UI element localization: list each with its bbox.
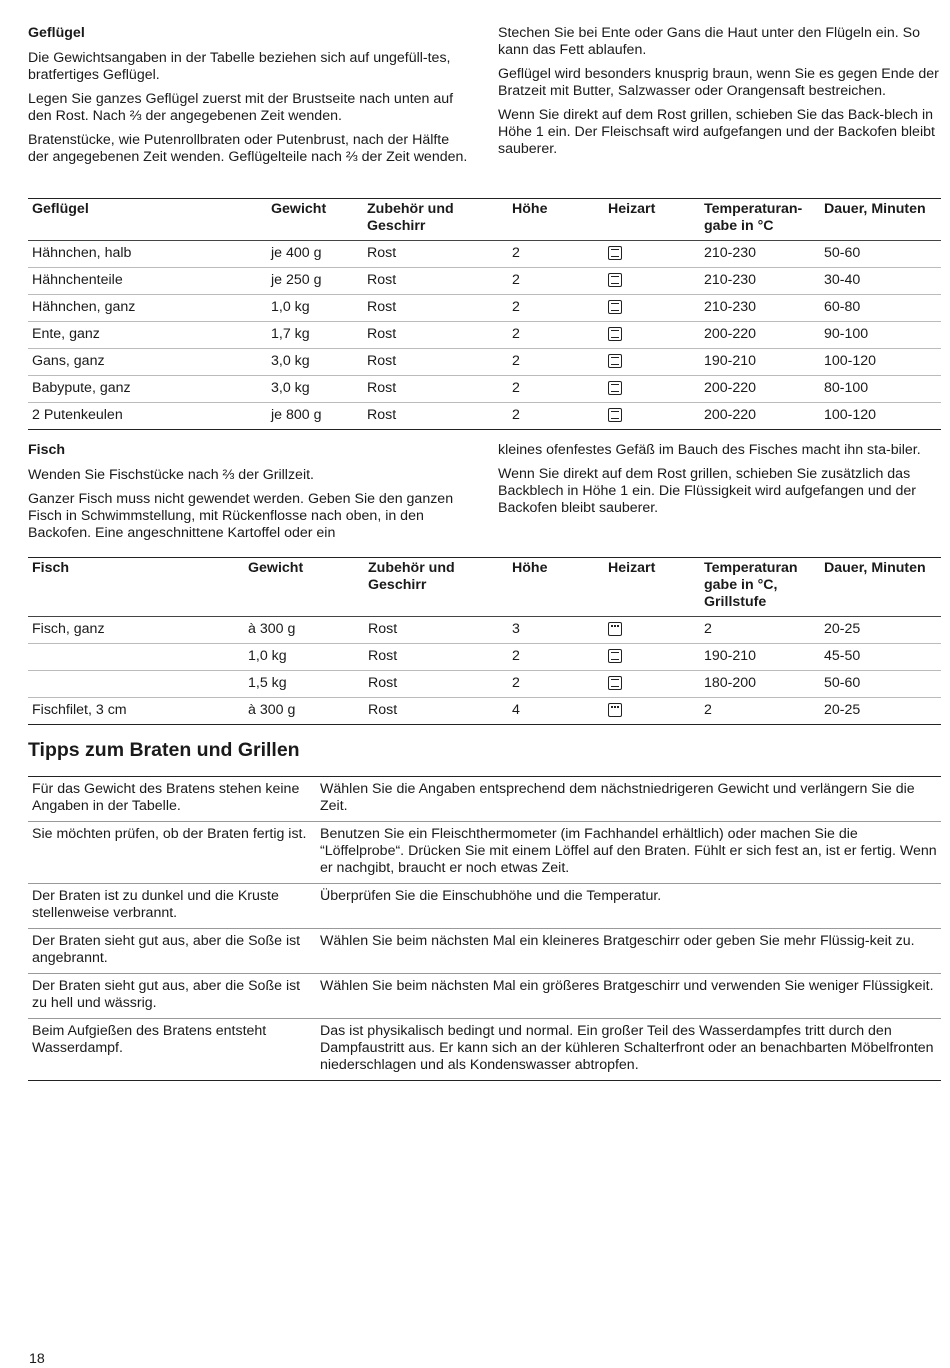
cell-weight: à 300 g <box>248 621 296 637</box>
fisch-paragraph: kleines ofenfestes Gefäß im Bauch des Fisches macht ihn sta-biler. <box>498 442 921 458</box>
fisch-paragraph: Ganzer Fisch muss nicht gewendet werden. Geben Sie den ganzen Fisch in Schwimmstellung, mit Rückenflosse nach oben, in den Backofen. Eine angeschnittene Kartoffel oder ein <box>28 491 454 541</box>
column-header: Gewicht <box>271 201 327 217</box>
tipps-solution: Überprüfen Sie die Einschubhöhe und die Temperatur. <box>320 888 662 904</box>
cell-time: 50-60 <box>824 245 861 261</box>
cell-accessory: Rost <box>367 326 397 342</box>
fisch-left-column <box>28 442 473 549</box>
cell-level: 2 <box>512 272 520 288</box>
gefluegel-paragraph: Geflügel wird besonders knusprig braun, wenn Sie es gegen Ende der Bratzeit mit Butter, Salzwasser oder Orangensaft bestreichen. <box>498 66 939 99</box>
column-header: Geflügel <box>32 201 89 217</box>
cell-time: 80-100 <box>824 380 869 396</box>
cell-name: Hähnchenteile <box>32 272 123 288</box>
cell-weight: 3,0 kg <box>271 353 310 369</box>
cell-heat <box>604 671 700 698</box>
cell-heat <box>604 403 700 430</box>
umluft-grill-icon <box>608 381 622 395</box>
table-row <box>28 349 941 376</box>
cell-temp: 200-220 <box>704 380 757 396</box>
table-row <box>28 268 941 295</box>
cell-time: 60-80 <box>824 299 861 315</box>
column-header: Heizart <box>608 560 656 576</box>
column-header: Temperaturan gabe in °C, Grillstufe <box>704 560 798 610</box>
cell-heat <box>604 295 700 322</box>
cell-temp: 210-230 <box>704 299 757 315</box>
cell-name: Gans, ganz <box>32 353 105 369</box>
table-row <box>28 617 941 644</box>
tipps-row <box>28 884 941 929</box>
grill-icon <box>608 703 622 717</box>
column-header: Dauer, Minuten <box>824 201 926 217</box>
cell-name: Ente, ganz <box>32 326 100 342</box>
tipps-solution: Das ist physikalisch bedingt und normal. Ein großer Teil des Wasserdampfes tritt durch den Dampfaustritt aus. Er kann sich an der kühleren Schalterfront oder an benachbarten Möbelfronten niederschlagen und als Kondenswasser abtropfen. <box>320 1023 934 1073</box>
cell-accessory: Rost <box>367 380 397 396</box>
table-row <box>28 671 941 698</box>
umluft-grill-icon <box>608 273 622 287</box>
tipps-solution: Wählen Sie die Angaben entsprechend dem nächstniedrigeren Gewicht und verlängern Sie die Zeit. <box>320 781 915 814</box>
cell-heat <box>604 376 700 403</box>
fisch-right-column <box>498 442 941 524</box>
table-row <box>28 295 941 322</box>
fisch-paragraph: Wenn Sie direkt auf dem Rost grillen, schieben Sie zusätzlich das Backblech in Höhe 1 ein. Die Flüssigkeit wird aufgefangen und der Backofen bleibt sauberer. <box>498 466 916 516</box>
tipps-row <box>28 822 941 884</box>
fisch-paragraph: Wenden Sie Fischstücke nach ⅔ der Grillzeit. <box>28 467 314 483</box>
table-row <box>28 403 941 430</box>
cell-weight: 1,0 kg <box>271 299 310 315</box>
table-row <box>28 644 941 671</box>
column-header: Temperaturan-gabe in °C <box>704 201 803 234</box>
column-header: Zubehör und Geschirr <box>368 560 455 593</box>
cell-name: 2 Putenkeulen <box>32 407 123 423</box>
tipps-problem: Der Braten sieht gut aus, aber die Soße ist angebrannt. <box>32 933 301 966</box>
cell-name: Fischfilet, 3 cm <box>32 702 127 718</box>
umluft-grill-icon <box>608 327 622 341</box>
grill-icon <box>608 622 622 636</box>
cell-heat <box>604 617 700 644</box>
cell-accessory: Rost <box>368 702 398 718</box>
cell-level: 2 <box>512 245 520 261</box>
tipps-row <box>28 777 941 822</box>
cell-weight: 1,7 kg <box>271 326 310 342</box>
cell-name: Fisch, ganz <box>32 621 105 637</box>
tipps-problem: Sie möchten prüfen, ob der Braten fertig ist. <box>32 826 307 842</box>
cell-temp: 190-210 <box>704 353 757 369</box>
tipps-problem: Der Braten sieht gut aus, aber die Soße ist zu hell und wässrig. <box>32 978 301 1011</box>
cell-heat <box>604 241 700 268</box>
cell-heat <box>604 322 700 349</box>
cell-name: Hähnchen, ganz <box>32 299 136 315</box>
cell-time: 30-40 <box>824 272 861 288</box>
tipps-solution: Wählen Sie beim nächsten Mal ein kleineres Bratgeschirr oder geben Sie mehr Flüssig-keit zu. <box>320 933 915 949</box>
umluft-grill-icon <box>608 676 622 690</box>
cell-heat <box>604 644 700 671</box>
cell-weight: 1,5 kg <box>248 675 287 691</box>
cell-time: 45-50 <box>824 648 861 664</box>
cell-heat <box>604 268 700 295</box>
cell-level: 2 <box>512 648 520 664</box>
gefluegel-left-column <box>28 25 473 173</box>
cell-level: 2 <box>512 407 520 423</box>
cell-accessory: Rost <box>368 648 398 664</box>
cell-accessory: Rost <box>367 245 397 261</box>
tipps-solution: Wählen Sie beim nächsten Mal ein größeres Bratgeschirr und verwenden Sie weniger Flüssigkeit. <box>320 978 934 994</box>
umluft-grill-icon <box>608 300 622 314</box>
cell-heat <box>604 349 700 376</box>
table-header-row <box>28 558 941 617</box>
cell-accessory: Rost <box>368 675 398 691</box>
tipps-row <box>28 929 941 974</box>
cell-time: 100-120 <box>824 407 877 423</box>
fisch-heading: Fisch <box>28 442 66 458</box>
gefluegel-paragraph: Legen Sie ganzes Geflügel zuerst mit der Brustseite nach unten auf den Rost. Nach ⅔ der angegebenen Zeit wenden. <box>28 91 454 124</box>
cell-temp: 200-220 <box>704 326 757 342</box>
cell-temp: 210-230 <box>704 272 757 288</box>
umluft-grill-icon <box>608 354 622 368</box>
cell-accessory: Rost <box>367 407 397 423</box>
gefluegel-right-column <box>498 25 941 165</box>
column-header: Höhe <box>512 560 548 576</box>
cell-name <box>28 671 244 698</box>
column-header: Höhe <box>512 201 548 217</box>
table-row <box>28 698 941 725</box>
tipps-problem: Für das Gewicht des Bratens stehen keine Angaben in der Tabelle. <box>32 781 300 814</box>
umluft-grill-icon <box>608 246 622 260</box>
table-row <box>28 376 941 403</box>
cell-temp: 180-200 <box>704 675 757 691</box>
cell-level: 2 <box>512 675 520 691</box>
fisch-table <box>28 557 941 725</box>
gefluegel-paragraph: Wenn Sie direkt auf dem Rost grillen, schieben Sie das Back-blech in Höhe 1 ein. Der Fleischsaft wird aufgefangen und der Backofen bleibt sauberer. <box>498 107 935 157</box>
gefluegel-table <box>28 198 941 430</box>
cell-temp: 210-230 <box>704 245 757 261</box>
gefluegel-heading: Geflügel <box>28 25 85 41</box>
cell-weight: 1,0 kg <box>248 648 287 664</box>
cell-temp: 2 <box>704 702 712 718</box>
cell-weight: 3,0 kg <box>271 380 310 396</box>
cell-weight: à 300 g <box>248 702 296 718</box>
cell-level: 3 <box>512 621 520 637</box>
tipps-title: Tipps zum Braten und Grillen <box>28 739 300 761</box>
gefluegel-paragraph: Stechen Sie bei Ente oder Gans die Haut unter den Flügeln ein. So kann das Fett ablaufen. <box>498 25 920 58</box>
cell-name <box>28 644 244 671</box>
cell-accessory: Rost <box>367 299 397 315</box>
cell-level: 4 <box>512 702 520 718</box>
cell-accessory: Rost <box>367 272 397 288</box>
tipps-row <box>28 1019 941 1081</box>
cell-weight: je 800 g <box>271 407 322 423</box>
cell-heat <box>604 698 700 725</box>
column-header: Dauer, Minuten <box>824 560 926 576</box>
cell-level: 2 <box>512 353 520 369</box>
table-header-row <box>28 199 941 241</box>
cell-temp: 190-210 <box>704 648 757 664</box>
gefluegel-paragraph: Die Gewichtsangaben in der Tabelle beziehen sich auf ungefüll-tes, bratfertiges Geflügel. <box>28 50 451 83</box>
table-row <box>28 322 941 349</box>
cell-accessory: Rost <box>367 353 397 369</box>
cell-name: Hähnchen, halb <box>32 245 132 261</box>
column-header: Zubehör und Geschirr <box>367 201 454 234</box>
cell-level: 2 <box>512 380 520 396</box>
cell-temp: 2 <box>704 621 712 637</box>
cell-time: 50-60 <box>824 675 861 691</box>
umluft-grill-icon <box>608 649 622 663</box>
tipps-problem: Der Braten ist zu dunkel und die Kruste stellenweise verbrannt. <box>32 888 279 921</box>
tipps-problem: Beim Aufgießen des Bratens entsteht Wasserdampf. <box>32 1023 267 1056</box>
cell-name: Babypute, ganz <box>32 380 131 396</box>
table-row <box>28 241 941 268</box>
cell-time: 20-25 <box>824 621 861 637</box>
cell-weight: je 400 g <box>271 245 322 261</box>
cell-accessory: Rost <box>368 621 398 637</box>
column-header: Gewicht <box>248 560 304 576</box>
cell-time: 100-120 <box>824 353 877 369</box>
cell-weight: je 250 g <box>271 272 322 288</box>
cell-time: 20-25 <box>824 702 861 718</box>
tipps-solution: Benutzen Sie ein Fleischthermometer (im Fachhandel erhältlich) oder machen Sie die “Löffelprobe“. Drücken Sie mit einem Löffel auf den Braten. Fühlt er sich fest an, ist er fertig. Wenn er nachgibt, braucht er noch etwas Zeit. <box>320 826 937 876</box>
cell-level: 2 <box>512 326 520 342</box>
umluft-grill-icon <box>608 408 622 422</box>
gefluegel-paragraph: Bratenstücke, wie Putenrollbraten oder Putenbrust, nach der Hälfte der angegebenen Zeit wenden. Geflügelteile nach ⅔ der Zeit wenden. <box>28 132 468 165</box>
tipps-row <box>28 974 941 1019</box>
column-header: Heizart <box>608 201 656 217</box>
tipps-table <box>28 776 941 1081</box>
column-header: Fisch <box>32 560 70 576</box>
page-number: 18 <box>29 1351 45 1367</box>
cell-level: 2 <box>512 299 520 315</box>
cell-time: 90-100 <box>824 326 869 342</box>
cell-temp: 200-220 <box>704 407 757 423</box>
